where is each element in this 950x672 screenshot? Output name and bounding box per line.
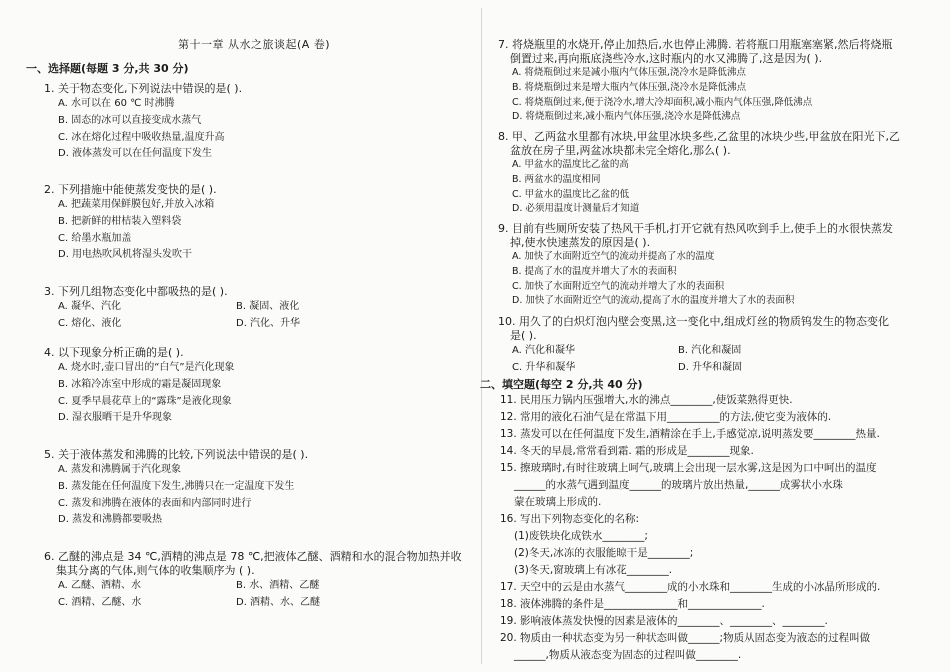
question-stem-line-1: 6. 乙醚的沸点是 34 ℃,酒精的沸点是 78 ℃,把液体乙醚、酒精和水的混合物加热并收 [44,550,462,563]
question-6 [44,550,462,612]
option-c: C. 冰在熔化过程中吸收热量,温度升高 [58,131,225,143]
option-d: D. 用电热吹风机将湿头发吹干 [58,249,193,261]
fill-question-16-part-3: (3)冬天,窗玻璃上有冰花________. [514,564,673,576]
question-8 [498,130,900,217]
option-c: C. 给墨水瓶加盖 [58,232,132,244]
option-a: A. 加快了水面附近空气的流动并提高了水的温度 [512,251,715,263]
option-d: D. 汽化、升华 [236,317,301,329]
question-stem: 5. 关于液体蒸发和沸腾的比较,下列说法中错误的是( ). [44,448,309,461]
section-heading-choice: 一、选择题(每题 3 分,共 30 分) [26,62,189,75]
fill-question-19: 19. 影响液体蒸发快慢的因素是液体的________、________、________. [500,615,828,627]
question-7 [498,38,892,125]
option-d: D. 蒸发和沸腾都要吸热 [58,514,163,526]
section-heading-fill: 二、填空题(每空 2 分,共 40 分) [480,378,643,391]
option-d: D. 升华和凝固 [678,361,743,373]
option-d: D. 湿衣服晒干是升华现象 [58,412,173,424]
option-c: C. 酒精、乙醚、水 [58,596,142,608]
fill-question-17: 17. 天空中的云是由水蒸气________成的小水珠和________生成的小冰晶所形成的. [500,581,881,593]
question-stem-line-1: 9. 目前有些厕所安装了热风干手机,打开它就有热风吹到手上,使手上的水很快蒸发 [498,222,893,235]
option-b: B. 汽化和凝固 [678,345,742,357]
page-fold-divider [481,8,482,664]
option-d: D. 液体蒸发可以在任何温度下发生 [58,148,213,160]
option-b: B. 把新鲜的柑桔装入塑料袋 [58,215,182,227]
fill-question-15-line-3: 蒙在玻璃上形成的. [514,496,602,508]
option-c: C. 甲盆水的温度比乙盆的低 [512,188,630,200]
option-row-ab [44,299,414,316]
option-row-ab [498,343,889,360]
question-stem-line-2: 掉,使水快速蒸发的原因是( ). [510,236,651,250]
question-3 [44,285,414,333]
question-stem-line-2: 是( ). [510,329,537,343]
option-b: B. 凝固、液化 [236,301,300,313]
question-stem: 1. 关于物态变化,下列说法中错误的是( ). [44,82,243,95]
option-b: B. 提高了水的温度并增大了水的表面积 [512,265,677,277]
question-stem-line-2: 倒置过来,再向瓶底浇些冷水,这时瓶内的水又沸腾了,这是因为( ). [510,52,823,66]
question-stem-line-2: 盆放在房子里,两盆冰块都未完全熔化,那么( ). [510,144,731,158]
option-b: B. 两盆水的温度相同 [512,173,601,185]
page-title: 第十一章 从水之旅谈起(A 卷) [178,38,331,51]
fill-question-20-line-1: 20. 物质由一种状态变为另一种状态叫做______;物质从固态变为液态的过程叫做 [500,632,871,644]
question-9 [498,222,893,309]
question-stem-line-2: 集其分离的气体,则气体的收集顺序为 ( ). [56,564,255,578]
option-a: A. 把蔬菜用保鲜膜包好,并放入冰箱 [58,199,215,211]
question-stem: 4. 以下现象分析正确的是( ). [44,346,184,359]
question-stem: 3. 下列几组物态变化中都吸热的是( ). [44,285,228,298]
fill-question-15-line-1: 15. 擦玻璃时,有时往玻璃上呵气,玻璃上会出现一层水雾,这是因为口中呵出的温度 [500,462,877,474]
question-stem-line-1: 7. 将烧瓶里的水烧开,停止加热后,水也停止沸腾. 若将瓶口用瓶塞塞紧,然后将烧瓶 [498,38,893,51]
option-row-cd [44,316,414,333]
option-b: B. 水、酒精、乙醚 [236,580,320,592]
option-d: D. 将烧瓶倒过来,减小瓶内气体压强,浇冷水是降低沸点 [512,111,741,123]
question-stem-line-1: 10. 用久了的白炽灯泡内壁会变黑,这一变化中,组成灯丝的物质钨发生的物态变化 [498,315,889,328]
option-d: D. 加快了水面附近空气的流动,提高了水的温度并增大了水的表面积 [512,295,795,307]
option-b: B. 固态的冰可以直接变成水蒸气 [58,114,202,126]
option-a: A. 将烧瓶倒过来是减小瓶内气体压强,浇冷水是降低沸点 [512,67,746,79]
fill-question-12: 12. 常用的液化石油气是在常温下用__________的方法,使它变为液体的. [500,411,832,423]
fill-question-14: 14. 冬天的早晨,常常看到霜. 霜的形成是________现象. [500,445,754,457]
option-c: C. 升华和凝华 [512,361,576,373]
fill-question-18: 18. 液体沸腾的条件是______________和______________. [500,598,765,610]
option-a: A. 汽化和凝华 [512,345,576,357]
option-a: A. 烧水时,壶口冒出的“白气”是汽化现象 [58,362,235,374]
option-a: A. 乙醚、酒精、水 [58,580,142,592]
option-c: C. 加快了水面附近空气的流动并增大了水的表面积 [512,280,725,292]
option-c: C. 蒸发和沸腾在液体的表面和内部同时进行 [58,497,252,509]
question-4 [44,346,235,427]
fill-question-13: 13. 蒸发可以在任何温度下发生,酒精涂在手上,手感觉凉,说明蒸发要________热量. [500,428,880,440]
fill-question-20-line-2: ______,物质从液态变为固态的过程叫做________. [514,649,742,661]
option-row-ab [44,578,462,595]
question-10 [498,315,889,377]
fill-question-16-part-1: (1)废铁块化成铁水________; [514,530,648,542]
option-d: D. 酒精、水、乙醚 [236,596,321,608]
question-1 [44,82,242,163]
option-b: B. 将烧瓶倒过来是增大瓶内气体压强,浇冷水是降低沸点 [512,81,747,93]
option-a: A. 凝华、汽化 [58,301,122,313]
option-b: B. 蒸发能在任何温度下发生,沸腾只在一定温度下发生 [58,480,295,492]
question-stem: 2. 下列措施中能使蒸发变快的是( ). [44,183,217,196]
fill-question-15-line-2: ______的水蒸气遇到温度______的玻璃片放出热量,______成雾状小水珠 [514,479,843,491]
option-c: C. 熔化、液化 [58,317,122,329]
fill-question-16-part-2: (2)冬天,冰冻的衣服能晾干是________; [514,547,694,559]
option-row-cd [498,360,889,377]
fill-in-questions [500,392,880,664]
option-a: A. 水可以在 60 ℃ 时沸腾 [58,98,175,110]
option-c: C. 夏季早晨花草上的“露珠”是液化现象 [58,395,232,407]
fill-question-11: 11. 民用压力锅内压强增大,水的沸点________,使饭菜熟得更快. [500,394,793,406]
option-d: D. 必须用温度计测量后才知道 [512,203,640,215]
option-b: B. 冰箱冷冻室中形成的霜是凝固现象 [58,378,222,390]
option-row-cd [44,595,462,612]
option-a: A. 蒸发和沸腾属于汽化现象 [58,464,182,476]
option-a: A. 甲盆水的温度比乙盆的高 [512,159,629,171]
question-2 [44,183,217,264]
option-c: C. 将烧瓶倒过来,便于浇冷水,增大冷却面积,减小瓶内气体压强,降低沸点 [512,96,813,108]
question-5 [44,448,308,529]
fill-question-16: 16. 写出下列物态变化的名称: [500,513,640,525]
question-stem-line-1: 8. 甲、乙两盆水里都有冰块,甲盆里冰块多些,乙盆里的冰块少些,甲盆放在阳光下,乙 [498,130,900,143]
